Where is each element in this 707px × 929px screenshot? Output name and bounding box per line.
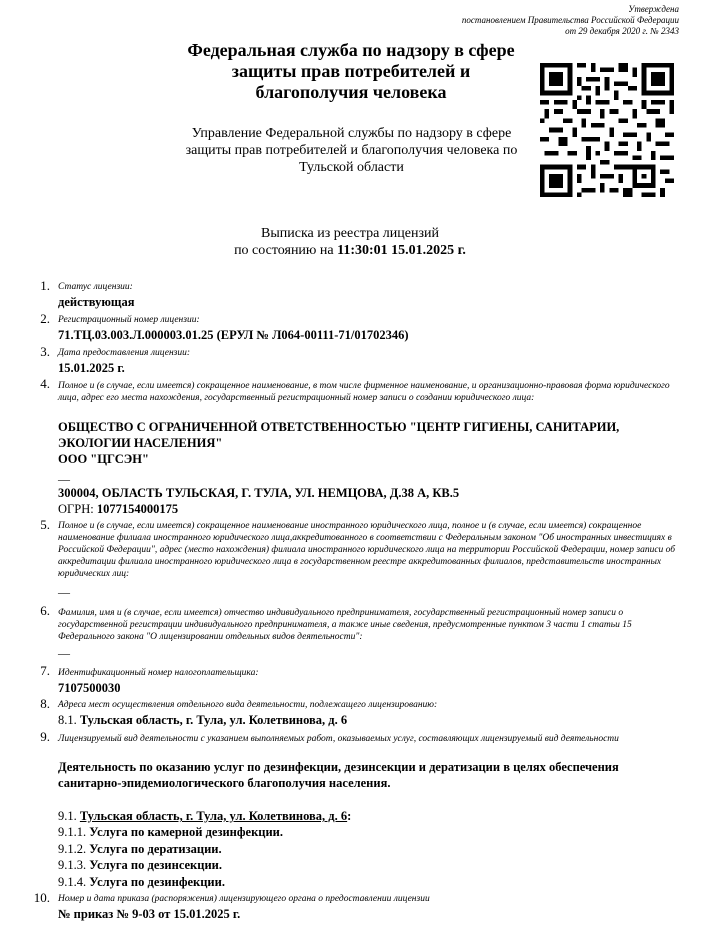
item-3-label: Дата предоставления лицензии: (58, 348, 191, 358)
service-address (58, 808, 351, 824)
item-6-value: — (58, 646, 70, 660)
ogrn-label: ОГРН: (58, 502, 94, 516)
ogrn-value: 1077154000175 (96, 502, 179, 516)
item-2-number: 2. (40, 311, 50, 326)
qr-code-icon (540, 63, 674, 197)
item-4-label: Полное и (в случае, если имеется) сокращенное наименование, в том числе фирменное наименование, и организационно-правовая форма юридического лица, адрес его места нахождения, государственный регистрационный номер записи о создании юридического лица: (58, 381, 670, 403)
license-status: действующая (58, 295, 135, 309)
item-5-number: 5. (40, 517, 50, 532)
service-address-number: 9.1. (58, 809, 77, 823)
extract-title: Выписка из реестра лицензий (261, 226, 439, 241)
item-7-label: Идентификационный номер налогоплательщика: (58, 668, 259, 678)
item-9-number: 9. (40, 729, 50, 744)
license-date: 15.01.2025 г. (58, 361, 125, 375)
organization-short-name: ООО "ЦГСЭН" (58, 452, 149, 466)
service-number: 9.1.1. (58, 825, 87, 839)
approval-note (462, 4, 679, 37)
activity-address-number: 8.1. (58, 713, 77, 727)
item-1-number: 1. (40, 278, 50, 293)
item-8-number: 8. (40, 696, 50, 711)
service-item (58, 874, 225, 890)
item-9-label: Лицензируемый вид деятельности с указанием выполняемых работ, оказываемых услуг, составляющих лицензируемый вид деятельности (58, 734, 619, 744)
item-4-number: 4. (40, 376, 50, 391)
activity-address (58, 712, 347, 728)
item-6-number: 6. (40, 603, 50, 618)
license-number: 71.ТЦ.03.003.Л.000003.01.25 (ЕРУЛ № Л064-00111-71/01702346) (58, 328, 409, 342)
item-10-number: 10. (33, 890, 50, 905)
item-1-label: Статус лицензии: (58, 282, 133, 292)
extract-state (150, 242, 550, 259)
item-5-value: — (58, 585, 70, 599)
approval-line-2: постановлением Правительства Российской Федерации (461, 15, 679, 25)
service-item (58, 841, 222, 857)
item-4-dash: — (58, 472, 70, 486)
item-7-number: 7. (40, 663, 50, 678)
item-2-label: Регистрационный номер лицензии: (58, 315, 200, 325)
organization-address: 300004, ОБЛАСТЬ ТУЛЬСКАЯ, Г. ТУЛА, УЛ. НЕМЦОВА, Д.38 А, КВ.5 (58, 486, 460, 500)
item-6-label: Фамилия, имя и (в случае, если имеется) отчество индивидуального предпринимателя, государственный регистрационный номер записи о государственной регистрации индивидуального предпринимателя, а также иные сведения, предусмотренные пунктом 3 части 1 статьи 15 Федерального закона "О лицензировании отдельных видов деятельности": (58, 608, 632, 642)
activity-type: Деятельность по оказанию услуг по дезинфекции, дезинсекции и дератизации в целях обеспечения санитарно-эпидемиологического благополучия населения. (58, 760, 619, 790)
extract-state-prefix: по состоянию на (234, 243, 334, 258)
service-item (58, 857, 222, 873)
organization-full-name: ОБЩЕСТВО С ОГРАНИЧЕННОЙ ОТВЕТСТВЕННОСТЬЮ "ЦЕНТР ГИГИЕНЫ, САНИТАРИИ, ЭКОЛОГИИ НАСЕЛЕНИЯ" (58, 420, 620, 450)
item-8-label: Адреса мест осуществления отдельного вида деятельности, подлежащего лицензированию: (58, 700, 438, 710)
item-10-label: Номер и дата приказа (распоряжения) лицензирующего органа о предоставлении лицензии (58, 894, 430, 904)
approval-line-3: от 29 декабря 2020 г. № 2343 (565, 26, 679, 36)
approval-line-1: Утверждена (628, 4, 679, 14)
order-number: № приказ № 9-03 от 15.01.2025 г. (58, 907, 241, 921)
item-3-number: 3. (40, 344, 50, 359)
department-title: Управление Федеральной службы по надзору в сфере защиты прав потребителей и благополучия человека по Тульской области (185, 126, 518, 175)
item-5-label: Полное и (в случае, если имеется) сокращенное наименование иностранного юридического лица, полное и (в случае, если имеется) сокращенное наименование филиала иностранного юридического лица,аккредитованного в соответствии с Федеральным законом "Об иностранных инвестициях в Российской Федерации", адрес (место нахождения) филиала иностранного юридического лица на территории Российской Федерации, номер записи об аккредитации филиала иностранного юридического лица в государственном реестре аккредитованных филиалов, представительств иностранных юридических лиц: (58, 521, 676, 579)
service-address-link: Тульская область, г. Тула, ул. Колетвинова, д. 6 (79, 809, 348, 823)
service-name: Услуга по камерной дезинфекции. (89, 825, 283, 839)
service-number: 9.1.4. (58, 875, 87, 889)
service-name: Услуга по дезинфекции. (89, 875, 225, 889)
service-address-colon: : (347, 809, 352, 823)
service-number: 9.1.3. (58, 858, 87, 872)
inn-value: 7107500030 (58, 681, 121, 695)
extract-state-time: 11:30:01 15.01.2025 г. (337, 243, 466, 258)
extract-heading (150, 225, 550, 259)
ogrn (58, 501, 178, 517)
service-number: 9.1.2. (58, 842, 87, 856)
service-name: Услуга по дезинсекции. (89, 858, 222, 872)
service-item (58, 824, 283, 840)
service-name: Услуга по дератизации. (89, 842, 222, 856)
activity-address-value: Тульская область, г. Тула, ул. Колетвинова, д. 6 (79, 713, 348, 727)
agency-title: Федеральная служба по надзору в сфере защиты прав потребителей и благополучия человека (187, 40, 515, 102)
